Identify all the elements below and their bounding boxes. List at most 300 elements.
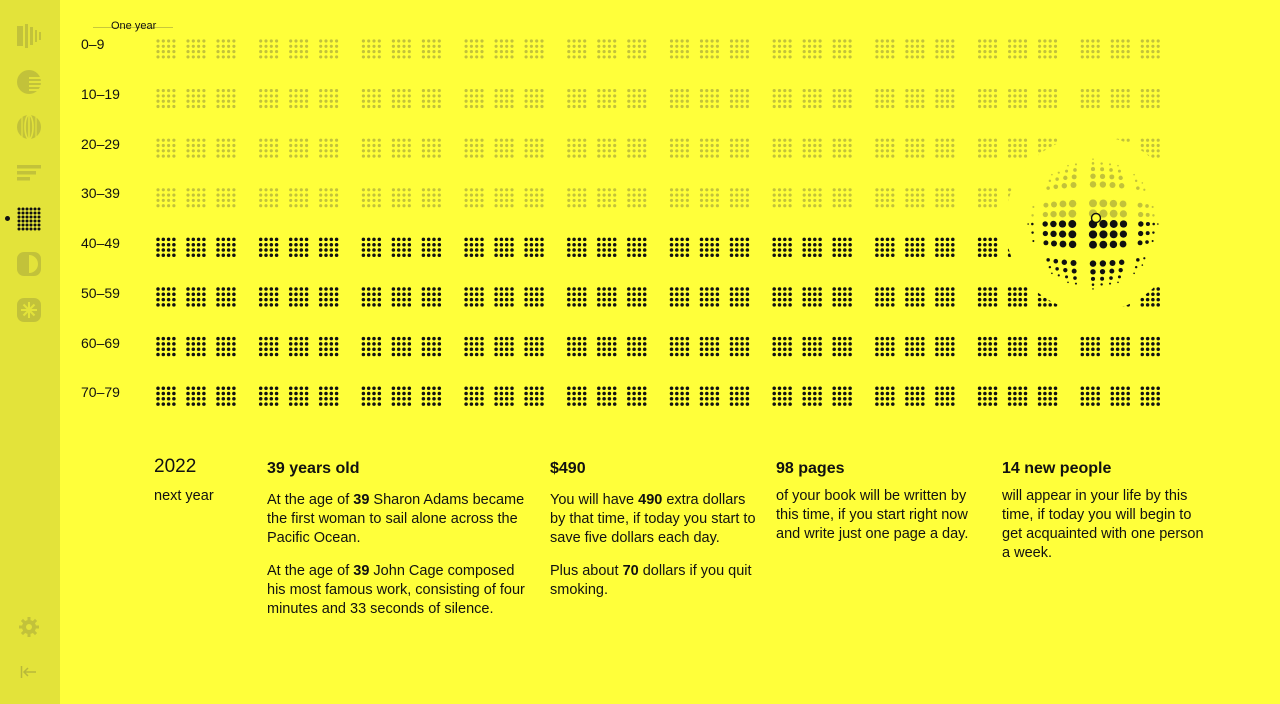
week-dot [983, 105, 986, 108]
week-dot [408, 194, 411, 197]
week-dot [319, 89, 322, 92]
week-dot [259, 194, 262, 197]
week-dot [788, 243, 792, 247]
week-dot [372, 337, 376, 341]
week-dot [946, 94, 949, 97]
week-dot [1008, 105, 1011, 108]
week-dot [432, 194, 435, 197]
week-dot [994, 94, 997, 97]
week-dot [670, 254, 674, 257]
week-dot [988, 298, 992, 302]
week-dot [264, 298, 268, 302]
week-dot [843, 397, 847, 401]
week-dot [197, 144, 200, 147]
lens-dot [1109, 269, 1114, 274]
week-dot [773, 144, 776, 147]
week-dot [1086, 342, 1090, 346]
week-dot [1013, 89, 1016, 92]
year-block [156, 39, 235, 58]
week-dot [362, 293, 366, 297]
week-dot [716, 342, 720, 346]
week-dot [808, 100, 811, 103]
week-dot [680, 392, 684, 396]
week-dot [716, 139, 719, 142]
week-dot [402, 392, 406, 396]
week-dot [362, 287, 366, 291]
week-dot [525, 50, 528, 53]
week-dot [1008, 392, 1012, 396]
week-dot [1091, 105, 1094, 108]
week-dot [470, 238, 474, 242]
week-dot [427, 342, 431, 346]
week-dot [705, 386, 709, 390]
week-dot [613, 293, 617, 297]
week-dot [156, 155, 159, 158]
week-dot [783, 353, 787, 357]
week-dot [510, 94, 513, 97]
week-dot [946, 45, 949, 48]
week-dot [480, 194, 483, 197]
week-dot [227, 94, 230, 97]
week-dot [940, 386, 944, 390]
week-dot [222, 144, 225, 147]
week-dot [202, 342, 206, 346]
week-dot [294, 194, 297, 197]
week-dot [905, 347, 909, 351]
week-dot [675, 105, 678, 108]
week-dot [838, 149, 841, 152]
week-dot [305, 188, 308, 191]
week-dot [1081, 386, 1085, 390]
week-dot [270, 287, 274, 291]
week-dot [638, 39, 641, 42]
week-dot [608, 155, 611, 158]
week-dot [264, 337, 268, 341]
week-dot [875, 94, 878, 97]
week-dot [167, 89, 170, 92]
week-dot [402, 194, 405, 197]
week-dot [686, 287, 690, 291]
week-dot [1043, 342, 1047, 346]
week-dot [910, 397, 914, 401]
week-dot [480, 39, 483, 42]
week-dot [988, 386, 992, 390]
lens-dot [1100, 269, 1105, 274]
week-dot [994, 105, 997, 108]
week-dot [1054, 139, 1057, 142]
week-dot [988, 293, 992, 297]
lens-dot [1090, 173, 1095, 178]
week-dot [773, 45, 776, 48]
week-dot [916, 402, 920, 406]
week-dot [597, 386, 601, 390]
week-dot [197, 298, 201, 302]
week-dot [172, 353, 176, 357]
week-dot [778, 337, 782, 341]
week-dot [735, 149, 738, 152]
week-dot [716, 39, 719, 42]
lens-dot [1065, 275, 1068, 278]
week-dot [670, 347, 674, 351]
week-dot [378, 89, 381, 92]
week-dot [402, 105, 405, 108]
week-dot [730, 149, 733, 152]
week-dot [881, 89, 884, 92]
week-dot [162, 347, 166, 351]
lens-dot [1092, 158, 1094, 160]
week-dot [746, 254, 750, 257]
week-dot [1126, 386, 1130, 390]
week-dot [530, 287, 534, 291]
week-dot [362, 39, 365, 42]
week-dot [324, 199, 327, 202]
week-dot [202, 204, 205, 207]
week-dot [941, 204, 944, 207]
week-dot [875, 194, 878, 197]
week-dot [172, 243, 176, 247]
week-dot [480, 204, 483, 207]
week-dot [259, 100, 262, 103]
week-dot [638, 254, 642, 257]
week-dot [216, 149, 219, 152]
week-dot [848, 238, 852, 242]
week-dot [289, 353, 293, 357]
week-dot [988, 397, 992, 401]
week-dot [838, 204, 841, 207]
week-dot [705, 342, 709, 346]
week-dot [849, 94, 852, 97]
week-dot [849, 39, 852, 42]
week-dot [638, 342, 642, 346]
week-dot [510, 45, 513, 48]
week-dot [1086, 386, 1090, 390]
week-dot [480, 402, 484, 406]
week-dot [983, 188, 986, 191]
week-dot [905, 55, 908, 58]
week-dot [319, 194, 322, 197]
week-dot [602, 402, 606, 406]
week-dot [832, 243, 836, 247]
week-dot [681, 94, 684, 97]
week-dot [680, 402, 684, 406]
week-dot [638, 293, 642, 297]
week-dot [921, 50, 924, 53]
week-dot [716, 347, 720, 351]
week-dot [289, 243, 293, 247]
week-dot [583, 243, 587, 247]
week-dot [778, 194, 781, 197]
week-dot [700, 402, 704, 406]
week-dot [495, 199, 498, 202]
week-dot [1086, 55, 1089, 58]
year-block [670, 238, 749, 257]
week-dot [330, 199, 333, 202]
week-dot [941, 100, 944, 103]
week-dot [1141, 353, 1145, 357]
week-dot [680, 298, 684, 302]
week-dot [567, 347, 571, 351]
week-dot [905, 293, 909, 297]
week-dot [711, 105, 714, 108]
week-dot [813, 243, 817, 247]
week-dot [746, 303, 750, 307]
week-dot [735, 342, 739, 346]
week-dot [464, 337, 468, 341]
week-dot [172, 149, 175, 152]
lens-dot [1089, 241, 1097, 249]
year-block [156, 139, 235, 158]
week-dot [427, 293, 431, 297]
week-dot [746, 188, 749, 191]
week-dot [232, 243, 236, 247]
week-dot [643, 243, 647, 247]
week-dot [319, 50, 322, 53]
week-dot [422, 347, 426, 351]
week-dot [289, 337, 293, 341]
week-dot [988, 303, 992, 307]
week-dot [705, 139, 708, 142]
week-dot [886, 149, 889, 152]
week-dot [1024, 392, 1028, 396]
week-dot [162, 293, 166, 297]
week-dot [202, 303, 206, 307]
week-dot [197, 386, 201, 390]
year-block [464, 238, 543, 257]
week-dot [162, 397, 166, 401]
week-dot [638, 144, 641, 147]
lens-dot [1070, 260, 1076, 266]
week-dot [935, 188, 938, 191]
week-dot [1096, 386, 1100, 390]
week-dot [813, 105, 816, 108]
week-dot [1141, 50, 1144, 53]
week-dot [627, 392, 631, 396]
week-dot [192, 392, 196, 396]
week-dot [627, 50, 630, 53]
week-dot [372, 39, 375, 42]
week-dot [905, 188, 908, 191]
week-dot [202, 402, 206, 406]
week-dot [886, 298, 890, 302]
week-dot [475, 105, 478, 108]
week-dot [716, 248, 720, 252]
week-dot [438, 293, 442, 297]
week-dot [608, 94, 611, 97]
week-dot [603, 39, 606, 42]
week-dot [700, 89, 703, 92]
week-dot [597, 100, 600, 103]
week-dot [881, 139, 884, 142]
week-dot [1127, 100, 1130, 103]
week-dot [818, 392, 822, 396]
week-dot [156, 144, 159, 147]
week-dot [875, 144, 878, 147]
week-dot [772, 303, 776, 307]
lens-dot [1050, 231, 1056, 237]
week-dot [573, 105, 576, 108]
week-dot [1141, 39, 1144, 42]
week-dot [710, 337, 714, 341]
week-dot [167, 144, 170, 147]
lens-dot [1110, 230, 1118, 238]
week-dot [372, 55, 375, 58]
week-dot [172, 45, 175, 48]
week-dot [494, 287, 498, 291]
week-dot [613, 188, 616, 191]
week-dot [832, 293, 836, 297]
week-dot [319, 397, 323, 401]
week-dot [300, 139, 303, 142]
week-dot [192, 353, 196, 357]
week-dot [567, 188, 570, 191]
week-dot [408, 155, 411, 158]
week-dot [675, 149, 678, 152]
week-dot [222, 238, 226, 242]
week-dot [994, 298, 998, 302]
week-dot [202, 397, 206, 401]
week-dot [1151, 50, 1154, 53]
week-dot [681, 50, 684, 53]
week-dot [941, 155, 944, 158]
week-dot [540, 188, 543, 191]
week-dot [510, 402, 514, 406]
lens-dot [1133, 174, 1135, 176]
week-dot [983, 144, 986, 147]
week-dot [162, 155, 165, 158]
week-dot [818, 342, 822, 346]
week-dot [294, 188, 297, 191]
week-dot [886, 397, 890, 401]
week-dot [710, 402, 714, 406]
week-dot [362, 392, 366, 396]
week-dot [427, 254, 431, 257]
week-dot [186, 144, 189, 147]
week-dot [402, 386, 406, 390]
week-dot [525, 55, 528, 58]
week-dot [372, 45, 375, 48]
week-dot [305, 347, 309, 351]
week-dot [700, 298, 704, 302]
week-dot [372, 298, 376, 302]
lens-dot [1143, 257, 1145, 259]
week-dot [156, 397, 160, 401]
week-dot [480, 347, 484, 351]
lens-dot [1138, 221, 1143, 226]
week-dot [222, 39, 225, 42]
week-dot [535, 89, 538, 92]
week-dot [643, 254, 647, 257]
week-dot [186, 139, 189, 142]
week-dot [500, 248, 504, 252]
week-dot [891, 402, 895, 406]
week-dot [988, 402, 992, 406]
week-dot [465, 45, 468, 48]
week-dot [367, 386, 371, 390]
week-dot [162, 199, 165, 202]
week-dot [367, 139, 370, 142]
lens-dot [1058, 172, 1060, 174]
week-dot [1091, 337, 1095, 341]
week-dot [216, 386, 220, 390]
info-panel [0, 455, 1280, 695]
lens-dot [1142, 182, 1144, 184]
week-dot [686, 45, 689, 48]
week-dot [402, 287, 406, 291]
week-dot [905, 105, 908, 108]
week-dot [789, 89, 792, 92]
week-dot [392, 188, 395, 191]
week-dot [783, 188, 786, 191]
week-dot [875, 199, 878, 202]
week-dot [464, 347, 468, 351]
week-dot [935, 342, 939, 346]
week-dot [192, 337, 196, 341]
week-dot [1091, 392, 1095, 396]
year-block [156, 287, 235, 306]
week-dot [670, 248, 674, 252]
week-dot [788, 303, 792, 307]
week-dot [802, 402, 806, 406]
week-dot [1086, 89, 1089, 92]
week-dot [362, 50, 365, 53]
week-dot [886, 287, 890, 291]
week-dot [422, 94, 425, 97]
week-dot [935, 100, 938, 103]
week-dot [608, 188, 611, 191]
week-dot [578, 204, 581, 207]
week-dot [1038, 100, 1041, 103]
week-dot [613, 248, 617, 252]
week-dot [1081, 402, 1085, 406]
week-dot [510, 337, 514, 341]
week-dot [397, 243, 401, 247]
week-dot [289, 397, 293, 401]
week-dot [994, 392, 998, 396]
week-dot [875, 347, 879, 351]
week-dot [275, 397, 279, 401]
week-dot [716, 238, 720, 242]
week-dot [627, 89, 630, 92]
week-dot [475, 139, 478, 142]
week-dot [632, 243, 636, 247]
week-dot [911, 89, 914, 92]
week-dot [275, 248, 279, 252]
week-dot [978, 89, 981, 92]
week-dot [275, 45, 278, 48]
week-dot [222, 188, 225, 191]
week-dot [222, 337, 226, 341]
week-dot [475, 100, 478, 103]
week-dot [803, 50, 806, 53]
week-dot [294, 287, 298, 291]
week-dot [567, 194, 570, 197]
lens-dot [1089, 199, 1097, 207]
week-dot [1127, 105, 1130, 108]
week-dot [813, 353, 817, 357]
week-dot [711, 194, 714, 197]
week-dot [848, 353, 852, 357]
week-dot [886, 105, 889, 108]
week-dot [1024, 144, 1027, 147]
week-dot [1156, 402, 1160, 406]
week-dot [675, 243, 679, 247]
week-dot [167, 293, 171, 297]
week-dot [362, 238, 366, 242]
week-dot [680, 386, 684, 390]
week-dot [432, 100, 435, 103]
week-dot [197, 100, 200, 103]
week-dot [397, 45, 400, 48]
